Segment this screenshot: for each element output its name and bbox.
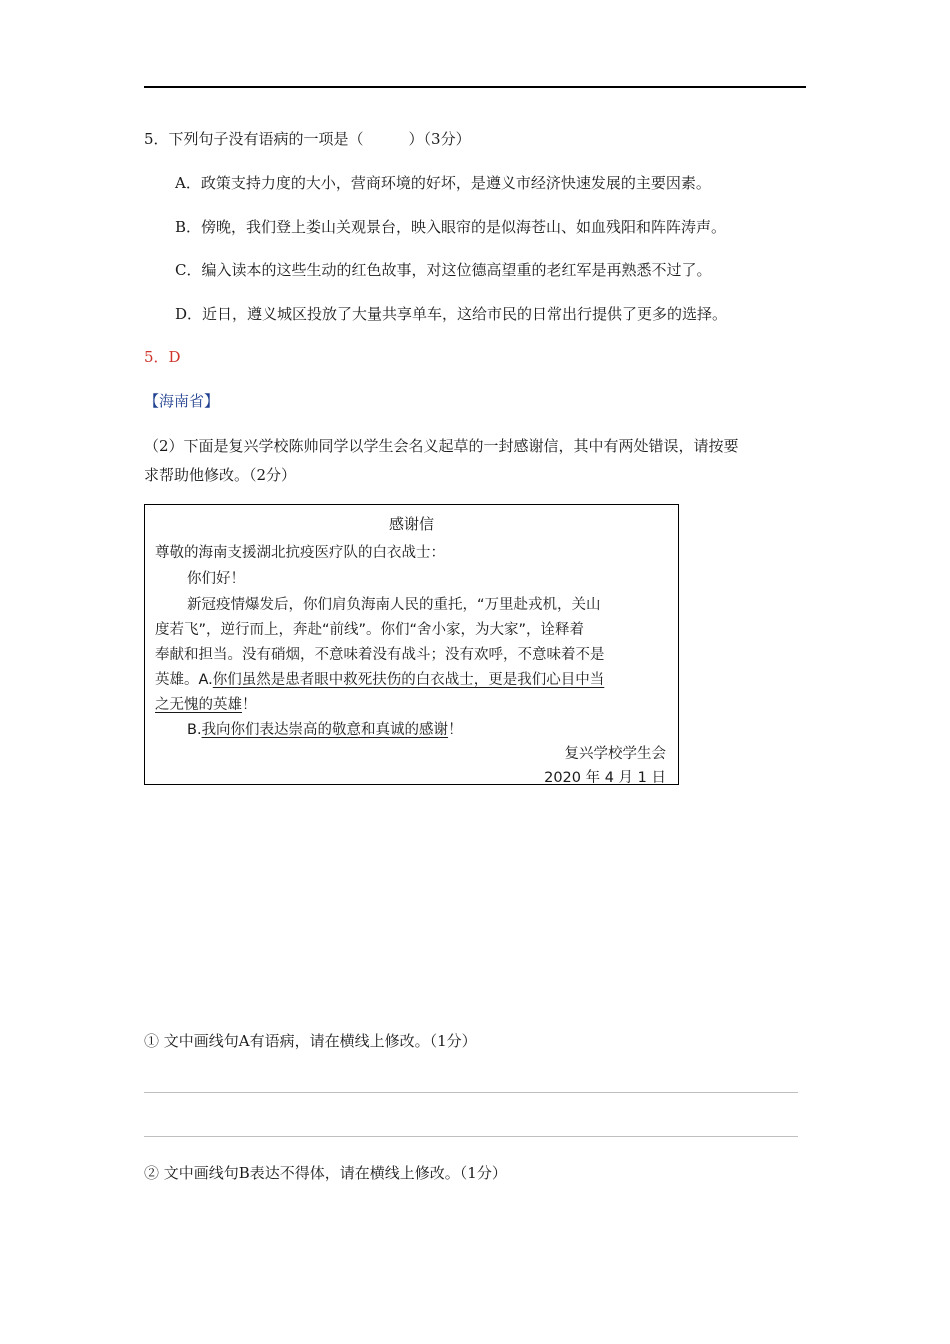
letter-body-line4	[155, 668, 604, 689]
sentence-a-punct: ！	[242, 697, 257, 713]
letter-greeting: 你们好！	[187, 571, 245, 587]
sentence-b-underlined: 我向你们表达崇高的敬意和真诚的感谢	[201, 722, 449, 738]
answer-5: 5．D	[144, 348, 181, 366]
answer-line-2[interactable]	[144, 1136, 798, 1137]
letter-title: 感谢信	[388, 515, 434, 533]
letter-body-line5	[155, 693, 257, 714]
letter-body-line1: 新冠疫情爆发后，你们肩负海南人民的重托，“万里赴戎机，关山	[187, 597, 601, 613]
option-a: A．政策支持力度的大小，营商环境的好坏，是遵义市经济快速发展的主要因素。	[175, 174, 711, 192]
letter-date: 2020 年 4 月 1 日	[544, 770, 666, 786]
question-2-intro-line2: 求帮助他修改。（2分）	[144, 466, 297, 484]
letter-signature: 复兴学校学生会	[564, 746, 666, 762]
question-2-intro-line1: （2）下面是复兴学校陈帅同学以学生会名义起草的一封感谢信，其中有两处错误，请按要	[144, 437, 739, 455]
sentence-b-punct: ！	[448, 722, 463, 738]
sub-question-2: ② 文中画线句B表达不得体，请在横线上修改。（1分）	[144, 1164, 507, 1182]
header-rule	[144, 86, 806, 88]
sentence-b-label: B.	[187, 722, 202, 738]
sentence-a-underlined: 你们虽然是患者眼中救死扶伤的白衣战士，更是我们心目中当	[212, 672, 605, 688]
letter-body-line2: 度若飞”，逆行而上，奔赴“前线”。你们“舍小家，为大家”，诠释着	[155, 622, 585, 638]
thank-you-letter	[144, 504, 679, 785]
option-c: C．编入读本的这些生动的红色故事，对这位德高望重的老红军是再熟悉不过了。	[175, 261, 712, 279]
province-heading: 【海南省】	[144, 392, 220, 410]
answer-line-1[interactable]	[144, 1092, 798, 1093]
letter-sentence-b	[187, 718, 463, 739]
sub-question-1: ① 文中画线句A有语病，请在横线上修改。（1分）	[144, 1032, 477, 1050]
letter-body-line3: 奉献和担当。没有硝烟，不意味着没有战斗；没有欢呼，不意味着不是	[155, 647, 605, 663]
option-d: D．近日，遵义城区投放了大量共享单车，这给市民的日常出行提供了更多的选择。	[175, 305, 728, 323]
option-b: B．傍晚，我们登上娄山关观景台，映入眼帘的是似海苍山、如血残阳和阵阵涛声。	[175, 218, 727, 236]
sentence-a-underlined-end: 之无愧的英雄	[155, 697, 242, 713]
sentence-a-label: 英雄。A.	[155, 672, 213, 688]
question-5-stem: 5．下列句子没有语病的一项是（ ）（3分）	[144, 130, 471, 148]
letter-salutation: 尊敬的海南支援湖北抗疫医疗队的白衣战士：	[155, 545, 445, 561]
